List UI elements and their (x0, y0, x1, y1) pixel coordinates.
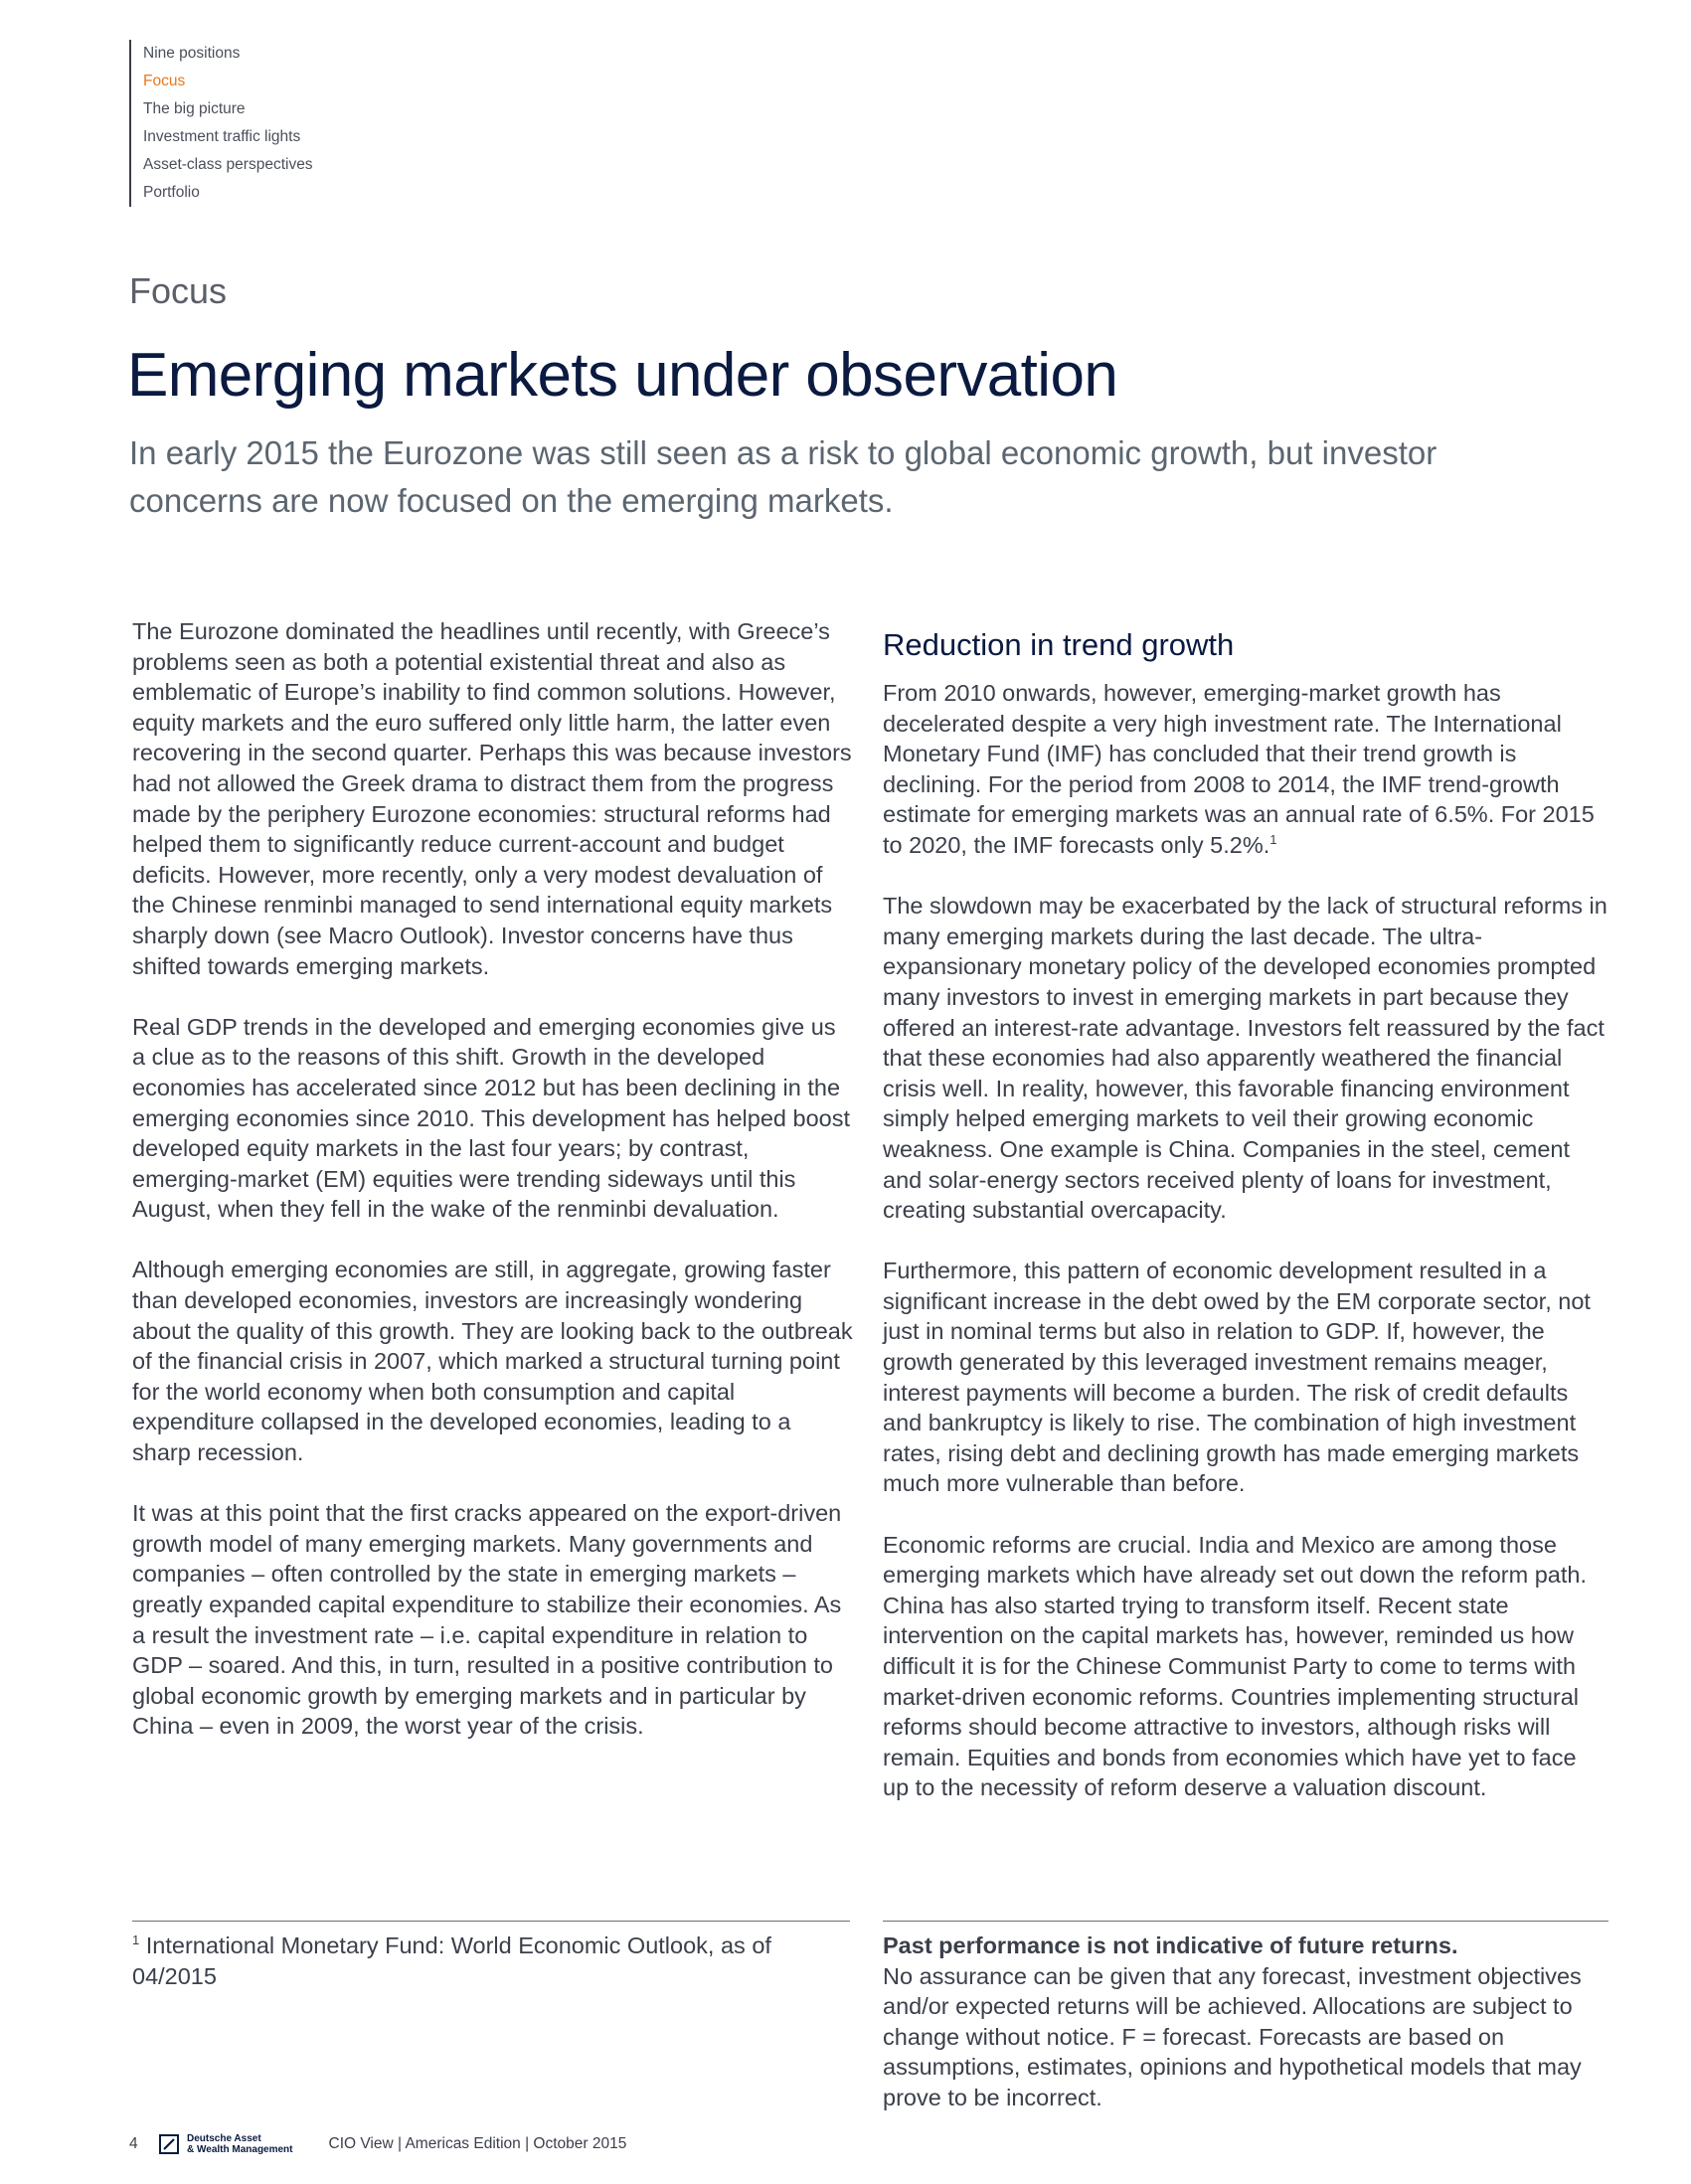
footnote-marker: 1 (132, 1932, 140, 1948)
body-paragraph (883, 678, 1608, 861)
body-paragraph: Real GDP trends in the developed and emerging economies give us a clue as to the reasons of this shift. Growth in the developed economies has accelerated since 2012 but has been declining in the emerging economies since 2010. This development has helped boost developed equity markets in the last four years; by contrast, emerging-market (EM) equities were trending sideways until this August, when they fell in the wake of the renminbi devaluation. (132, 1013, 850, 1223)
right-column (883, 616, 1608, 1834)
section-navigation (129, 40, 313, 207)
nav-item-focus[interactable]: Focus (143, 73, 186, 89)
brand-line: & Wealth Management (187, 2144, 293, 2155)
publication-info: CIO View | Americas Edition | October 2015 (328, 2135, 627, 2152)
body-paragraph: Furthermore, this pattern of economic development resulted in a significant increase in the debt owed by the EM corporate sector, not just in nominal terms but also in relation to GDP. If, however, the growth generated by this leveraged investment remains meager, interest payments will become a burden. The risk of credit defaults and bankruptcy is likely to rise. The combination of high investment rates, rising debt and declining growth has made emerging markets much more vulnerable than before. (883, 1258, 1591, 1497)
body-paragraph: The Eurozone dominated the headlines until recently, with Greece’s problems seen as both a potential existential threat and also as emblematic of Europe’s inability to find common solutions. However, equity markets and the euro suffered only little harm, the latter even recovering in the second quarter. Perhaps this was because investors had not allowed the Greek drama to distract them from the progress made by the periphery Eurozone economies: structural reforms had helped them to significantly reduce current-account and budget deficits. However, more recently, only a very modest devaluation of the Chinese renminbi managed to send international equity markets sharply down (see Macro Outlook). Investor concerns have thus shifted towards emerging markets. (132, 618, 852, 979)
brand-line: Deutsche Asset (187, 2133, 261, 2144)
nav-item-nine-positions[interactable]: Nine positions (143, 45, 241, 62)
deutsche-bank-logo-icon (159, 2134, 179, 2154)
disclaimer (883, 1931, 1608, 2113)
nav-item-portfolio[interactable]: Portfolio (143, 184, 200, 201)
brand-logo (159, 2133, 293, 2155)
page-title: Emerging markets under observation (127, 341, 1118, 410)
left-column (132, 616, 853, 1772)
body-paragraph: It was at this point that the first cracks appeared on the export-driven growth model of many emerging markets. Many governments and companies – often controlled by the state in emerging markets – greatly expanded capital expenditure to stabilize their economies. As a result the investment rate – i.e. capital expenditure in relation to GDP – soared. And this, in turn, resulted in a positive contribution to global economic growth by emerging markets and in particular by China – even in 2009, the worst year of the crisis. (132, 1500, 842, 1740)
nav-item-asset-class[interactable]: Asset-class perspectives (143, 156, 313, 173)
page-footer (129, 2127, 626, 2161)
section-label: Focus (129, 270, 228, 311)
disclaimer-divider (883, 1921, 1608, 1922)
footnote-text: International Monetary Fund: World Economic Outlook, as of 04/2015 (132, 1932, 771, 1989)
disclaimer-title: Past performance is not indicative of future returns. (883, 1932, 1458, 1958)
body-paragraph: The slowdown may be exacerbated by the lack of structural reforms in many emerging markets during the last decade. The ultra-expansionary monetary policy of the developed economies prompted many investors to invest in emerging markets in part because they offered an interest-rate advantage. Investors felt reassured by the fact that these economies had also apparently weathered the financial crisis well. In reality, however, this favorable financing environment simply helped emerging markets to veil their growing economic weakness. One example is China. Companies in the steel, cement and solar-energy sectors received plenty of loans for investment, creating substantial overcapacity. (883, 893, 1607, 1224)
disclaimer-text: No assurance can be given that any forecast, investment objectives and/or expected returns will be achieved. Allocations are subject to change without notice. F = forecast. Forecasts are based on assumptions, estimates, opinions and hypothetical models that may prove to be incorrect. (883, 1962, 1582, 2110)
body-paragraph: Economic reforms are crucial. India and Mexico are among those emerging markets which have already set out down the reform path. China has also started trying to transform itself. Recent state intervention on the capital markets has, however, reminded us how difficult it is for the Chinese Communist Party to come to terms with market-driven economic reforms. Countries implementing structural reforms should become attractive to investors, although risks will remain. Equities and bonds from economies which have yet to face up to the necessity of reform deserve a valuation discount. (883, 1531, 1587, 1801)
section-heading: Reduction in trend growth (883, 627, 1235, 662)
footnote-reference[interactable]: 1 (1269, 832, 1277, 848)
footnote (132, 1931, 850, 1991)
page-subtitle: In early 2015 the Eurozone was still seen as a risk to global economic growth, but investor concerns are now focused on the emerging markets. (129, 434, 1437, 519)
nav-item-big-picture[interactable]: The big picture (143, 100, 246, 117)
body-text: From 2010 onwards, however, emerging-market growth has decelerated despite a very high investment rate. The International Monetary Fund (IMF) has concluded that their trend growth is declining. For the period from 2008 to 2014, the IMF trend-growth estimate for emerging markets was an annual rate of 6.5%. For 2015 to 2020, the IMF forecasts only 5.2%. (883, 680, 1595, 858)
page-number: 4 (129, 2135, 138, 2152)
footnote-divider (132, 1921, 850, 1922)
brand-name (187, 2133, 293, 2155)
body-paragraph: Although emerging economies are still, in aggregate, growing faster than developed economies, investors are increasingly wondering about the quality of this growth. They are looking back to the outbreak of the financial crisis in 2007, which marked a structural turning point for the world economy when both consumption and capital expenditure collapsed in the developed economies, leading to a sharp recession. (132, 1257, 853, 1466)
nav-item-traffic-lights[interactable]: Investment traffic lights (143, 128, 301, 145)
